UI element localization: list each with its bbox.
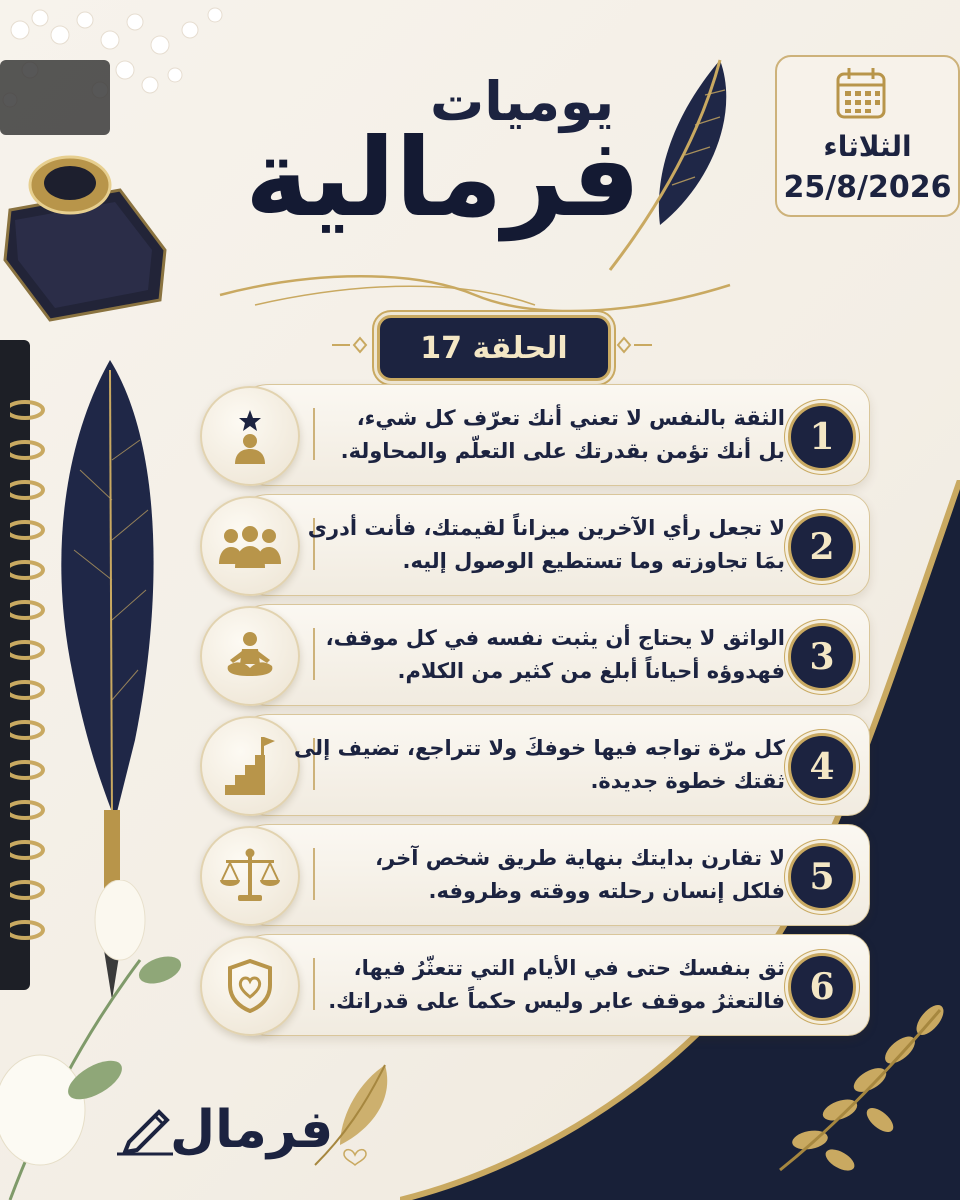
item-line: فالتعثرُ موقف عابر وليس حكماً على قدراتك. bbox=[328, 988, 785, 1013]
icon-circle bbox=[200, 496, 300, 596]
item-text bbox=[335, 842, 785, 907]
ornament-right-icon bbox=[612, 330, 652, 360]
item-line: فهدوؤه أحياناً أبلغ من كثير من الكلام. bbox=[397, 658, 785, 683]
item-number: 2 bbox=[788, 513, 856, 581]
ornament-left-icon bbox=[332, 330, 372, 360]
episode-badge: الحلقة 17 bbox=[377, 315, 611, 381]
day-label: الثلاثاء bbox=[823, 130, 912, 163]
date-label: 25/8/2026 bbox=[783, 170, 952, 205]
calendar-icon bbox=[835, 66, 887, 120]
icon-circle bbox=[200, 386, 300, 486]
item-line: فلكل إنسان رحلته ووقته وظروفه. bbox=[428, 878, 785, 903]
item-line: لا تقارن بدايتك بنهاية طريق شخص آخر، bbox=[375, 846, 785, 870]
divider bbox=[313, 958, 315, 1010]
scales-icon bbox=[220, 848, 280, 904]
shield-heart-icon bbox=[227, 959, 273, 1013]
item-number: 6 bbox=[788, 953, 856, 1021]
divider bbox=[313, 408, 315, 460]
item-number: 4 bbox=[788, 733, 856, 801]
item-text bbox=[325, 622, 785, 687]
icon-circle bbox=[200, 826, 300, 926]
item-text bbox=[293, 732, 785, 797]
pen-writing-icon bbox=[115, 1108, 175, 1156]
item-text bbox=[307, 512, 785, 577]
item-line: لا تجعل رأي الآخرين ميزاناً لقيمتك، فأنت أدرى bbox=[307, 516, 785, 540]
item-line: الثقة بالنفس لا تعني أنك تعرّف كل شيء، bbox=[356, 406, 785, 430]
item-line: ثقتك خطوة جديدة. bbox=[590, 768, 785, 793]
feather-quill-icon bbox=[600, 55, 740, 275]
icon-circle bbox=[200, 606, 300, 706]
item-line: الواثق لا يحتاج أن يثبت نفسه في كل موقف، bbox=[325, 626, 785, 650]
meditation-icon bbox=[222, 630, 278, 682]
icon-circle bbox=[200, 936, 300, 1036]
inkwell-decoration bbox=[0, 150, 170, 325]
group-icon bbox=[219, 524, 281, 568]
item-number: 1 bbox=[788, 403, 856, 471]
brand-logo-text: فرمال bbox=[170, 1100, 334, 1160]
item-line: بل أنك تؤمن بقدرتك على التعلّم والمحاولة. bbox=[340, 438, 785, 463]
person-star-icon bbox=[225, 408, 275, 464]
item-number: 5 bbox=[788, 843, 856, 911]
title-line-1: يوميات bbox=[430, 70, 615, 133]
brand-quill-icon bbox=[300, 1060, 400, 1170]
divider bbox=[313, 848, 315, 900]
item-line: بمَا تجاوزته وما تستطيع الوصول إليه. bbox=[402, 548, 785, 573]
item-line: كل مرّة تواجه فيها خوفكَ ولا تتراجع، تضيف إلى bbox=[293, 736, 785, 760]
item-text bbox=[335, 402, 785, 467]
icon-circle bbox=[200, 716, 300, 816]
stairs-flag-icon bbox=[225, 737, 275, 795]
baby-breath-flowers-decoration bbox=[0, 0, 260, 150]
item-line: ثق بنفسك حتى في الأيام التي تتعثّرُ فيها، bbox=[353, 956, 785, 980]
item-number: 3 bbox=[788, 623, 856, 691]
item-text bbox=[328, 952, 785, 1017]
title-line-2: فرمالية bbox=[245, 116, 641, 241]
divider bbox=[313, 628, 315, 680]
